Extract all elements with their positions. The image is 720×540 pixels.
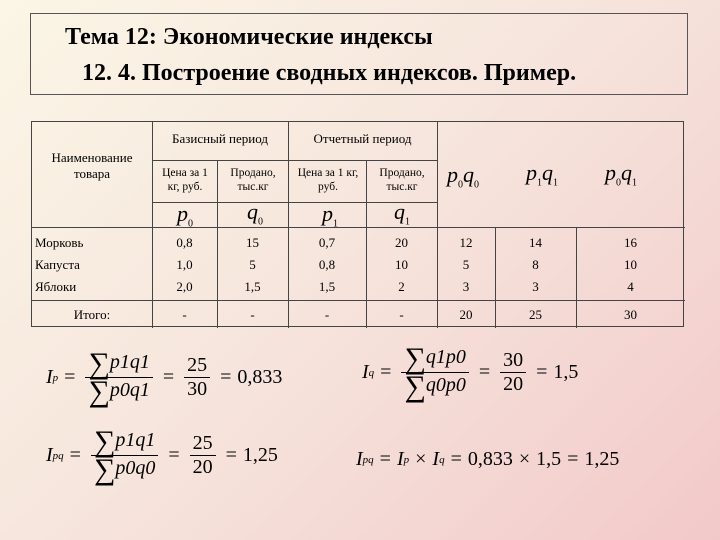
cell: 12 — [459, 235, 473, 250]
cell: 20 — [395, 235, 408, 250]
formula-index-product: I pq = I p × I q = 0,833 × 1,5 = 1,25 — [356, 448, 620, 470]
cell: 0,8 — [318, 257, 336, 272]
cell: 3 — [462, 279, 470, 294]
header-p0q0: $p_0q_0$ — [447, 162, 479, 191]
cell: 5 — [249, 257, 256, 272]
base-period-header: Базисный период — [172, 131, 268, 146]
cell: 15 — [246, 235, 259, 250]
total-cell: - — [399, 307, 404, 322]
symbol-q0: $q_0$ — [247, 199, 263, 228]
total-cell: - — [324, 307, 330, 322]
total-cell: 20 — [459, 307, 473, 322]
name-header: Наименование товара — [51, 150, 133, 182]
base-sold-header: Продано, тыс.кг — [230, 167, 276, 194]
total-cell: - — [182, 307, 187, 322]
header-p1q1: $p_1q_1$ — [526, 160, 558, 189]
total-cell: 25 — [529, 307, 542, 322]
cell: 4 — [627, 279, 634, 294]
item-name: Яблоки — [35, 279, 77, 294]
cell: 0,7 — [318, 235, 336, 250]
cell: 14 — [529, 235, 542, 250]
cell: 8 — [532, 257, 539, 272]
title-box — [30, 13, 688, 95]
report-price-header: Цена за 1 кг, руб. — [297, 167, 359, 194]
data-table — [31, 121, 684, 327]
cell: 2 — [398, 279, 405, 294]
cell: 2,0 — [176, 279, 193, 294]
symbol-p1: $p_1$ — [322, 201, 338, 230]
total-label: Итого: — [73, 307, 111, 322]
header-p0q1: $p_0q_1$ — [605, 160, 637, 189]
total-cell: 30 — [624, 307, 637, 322]
cell: 16 — [624, 235, 637, 250]
total-cell: - — [250, 307, 255, 322]
slide-subtitle: 12. 4. Построение сводных индексов. Пример. — [82, 60, 577, 86]
cell: 1,5 — [318, 279, 336, 294]
report-sold-header: Продано, тыс.кг — [379, 167, 425, 194]
formula-value-index: I pq = $\frac{\sum p1q1}{\sum p0q0}$ = $\frac{25}{20}$ = 1,25 — [46, 425, 278, 486]
formula-quantity-index: I q = $\frac{\sum q1p0}{\sum q0p0}$ = $\frac{30}{20}$ = 1,5 — [362, 342, 579, 403]
symbol-q1: $q_1$ — [394, 199, 410, 228]
cell: 1,0 — [176, 257, 193, 272]
symbol-p0: $p_0$ — [177, 201, 193, 230]
report-period-header: Отчетный период — [313, 131, 412, 146]
cell: 1,5 — [244, 279, 261, 294]
item-name: Морковь — [35, 235, 84, 250]
cell: 5 — [462, 257, 470, 272]
base-price-header: Цена за 1 кг, руб. — [162, 167, 208, 194]
item-name: Капуста — [35, 257, 80, 272]
cell: 10 — [624, 257, 637, 272]
cell: 10 — [395, 257, 408, 272]
topic-title: Тема 12: Экономические индексы — [65, 24, 433, 50]
formula-price-index: I p = $\frac{\sum p1q1}{\sum p0q1}$ = $\frac{25}{30}$ = 0,833 — [46, 347, 283, 408]
cell: 3 — [532, 279, 539, 294]
cell: 0,8 — [176, 235, 193, 250]
